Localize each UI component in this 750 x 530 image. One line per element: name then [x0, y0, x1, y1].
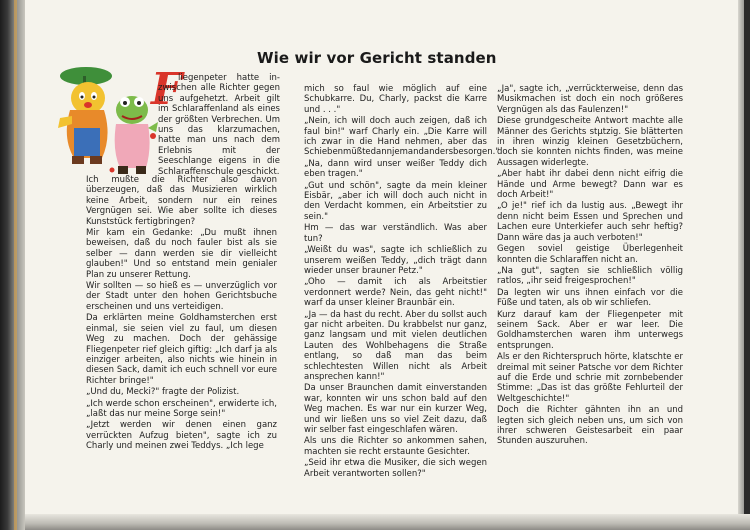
- page-bottom-edge: [25, 514, 750, 530]
- paragraph: Als er den Richterspruch hörte, klatschte er dreimal mit seiner Patsche vor dem Richter auf die Erde und schrie mit zornbebender Stimme: „Das ist das größte Fehlurteil der Weltgeschichte!": [497, 352, 683, 404]
- paragraph: „Seid ihr etwa die Musiker, die sich wegen Arbeit verantworten sollen?": [304, 458, 487, 479]
- chapter-title: Wie wir vor Gericht standen: [257, 49, 497, 67]
- paragraph: „Oho — damit ich als Arbeitstier verdonnert werde? Nein, das geht nicht!" warf da unser kleiner Braunbär ein.: [304, 277, 487, 309]
- fox-head-shape: [71, 82, 105, 114]
- paragraph: „Nein, ich will doch auch zeigen, daß ich faul bin!" warf Charly ein. „Die Karre will ich zwar in die Hand nehmen, aber das Schiebenmüßtedannjemandandersbesorgen.": [304, 116, 500, 158]
- paragraph: Wir sollten — so hieß es — unverzüglich vor der Stadt unter den hohen Gerichtsbuche erscheinen und uns verteidigen.: [86, 281, 277, 312]
- paragraph: Gegen soviel geistige Überlegenheit konnten die Schlaraffen nicht an.: [497, 244, 683, 265]
- text-column-2: [304, 84, 500, 480]
- spine-page-edge: [14, 0, 17, 530]
- paragraph: „Aber habt ihr dabei denn nicht eifrig die Hände und Arme bewegt? Dann war es doch Arbeit!": [497, 169, 683, 201]
- blue-trousers-shape: [74, 128, 100, 156]
- paragraph: „Jetzt werden wir denen einen ganz verrückten Aufzug bieten", sagte ich zu Charly und meinen zwei Teddys. „Ich lege: [86, 420, 277, 452]
- paragraph: „Und du, Mecki?" fragte der Polizist.: [86, 387, 240, 398]
- paragraph: Ich mußte die Richter also davon überzeugen, daß das Musizieren wirklich keine Arbeit, sondern nur ein reines Vergnügen sei. Wie aber sollte ich dieses Kunststück fertigbringen?: [86, 175, 277, 227]
- paragraph: Da unser Braunchen damit einverstanden war, konnten wir uns schon bald auf den Weg machen. Es war nur ein kurzer Weg, und wir ließen uns so viel Zeit dazu, daß wir selber fast eingeschlafen wären.: [304, 383, 487, 435]
- intro-text: liegenpeter hatte in-zwischen alle Richter gegen uns aufgehetzt. Arbeit gilt im Schlaraffenland als eines der größten Verbrechen. Um uns das klarzumachen, hatte man uns nach dem Erlebnis mit der Seeschlange eigens in die Schlaraffenschule geschickt.: [158, 73, 280, 177]
- intro-paragraph: [158, 73, 280, 177]
- book-spine: [0, 0, 25, 530]
- drop-cap-letter: F: [151, 64, 183, 115]
- paragraph: „Na gut", sagten sie schließlich völlig ratlos, „ihr seid freigesprochen!": [497, 265, 683, 287]
- paragraph: Kurz darauf kam der Fliegenpeter mit seinem Sack. Aber er war leer. Die Goldhamsterchen waren ihm unterwegs entsprungen.: [497, 309, 683, 351]
- paragraph: „Ja", sagte ich, „verrückterweise, denn das Musikmachen ist doch ein noch größeres Vergnügen als das Faulenzen!": [497, 84, 683, 115]
- paragraph: Mir kam ein Gedanke: „Du mußt ihnen beweisen, daß du noch fauler bist als sie selber — dann werden sie dir vielleicht glauben!" Und so entstand mein genialer Plan zu unserer Rettung.: [86, 228, 277, 280]
- paragraph: „O je!" rief ich da lustig aus. „Bewegt ihr denn nicht beim Essen und Sprechen und Lachen eure Unterkiefer auch sehr heftig? Dann wäre das ja auch verboten!": [497, 201, 683, 243]
- paragraph: „Ich werde schon erscheinen", erwiderte ich, „laßt das nur meine Sorge sein!": [86, 398, 277, 419]
- paragraph: Da legten wir uns ihnen einfach vor die Füße und taten, als ob wir schliefen.: [497, 287, 683, 309]
- paragraph: mich so faul wie möglich auf eine Schubkarre. Du, Charly, packst die Karre und . . .": [304, 84, 487, 115]
- paragraph: Diese grundgescheite Antwort machte alle Männer des Gerichts stµtzig. Sie blätterten in ihren winzig kleinen Gesetzbüchern, doch sie konnten nichts finden, was meine Aussagen widerlegte.: [497, 116, 683, 168]
- paragraph: „Na, dann wird unser weißer Teddy dich eben tragen.": [304, 158, 487, 180]
- text-column-1: [86, 175, 277, 453]
- frog-dress-shape: [115, 124, 150, 168]
- paragraph: Da erklärten meine Goldhamsterchen erst einmal, sie seien viel zu faul, um diesen Weg zu machen. Doch der gehässige Fliegenpeter rief gleich giftig: „Ich darf ja als einziger arbeiten, also nichts wie hinein in diesen Sack, damit ich euch schnell vor eure Richter bringe!": [86, 313, 277, 386]
- paragraph: Hm — das war verständlich. Was aber tun?: [304, 223, 487, 244]
- paragraph: Als uns die Richter so ankommen sahen, machten sie recht erstaunte Gesichter.: [304, 436, 487, 457]
- paragraph: „Gut und schön", sagte da mein kleiner Eisbär, „aber ich will doch auch nicht in den Verdacht kommen, ein Arbeitstier zu sein.": [304, 180, 487, 222]
- animal-characters-illustration: [52, 58, 160, 180]
- paragraph: „Weißt du was", sagte ich schließlich zu unserem weißen Teddy, „dich trägt dann wieder unser brauner Petz.": [304, 245, 487, 276]
- paragraph: Doch die Richter gähnten ihn an und legten sich gleich neben uns, um sich von ihrer schweren Geistesarbeit ein paar Stunden auszuruhen.: [497, 405, 683, 447]
- paragraph: „Ja — da hast du recht. Aber du sollst auch gar nicht arbeiten. Du krabbelst nur ganz, ganz langsam und mit vielen deutlichen Lauten des Wohlbehagens die Straße entlang, so daß man das beim schlechtesten Willen nicht als Arbeit ansprechen kann!": [304, 309, 487, 382]
- page-right-edge: [738, 0, 744, 530]
- text-column-3: [497, 84, 683, 448]
